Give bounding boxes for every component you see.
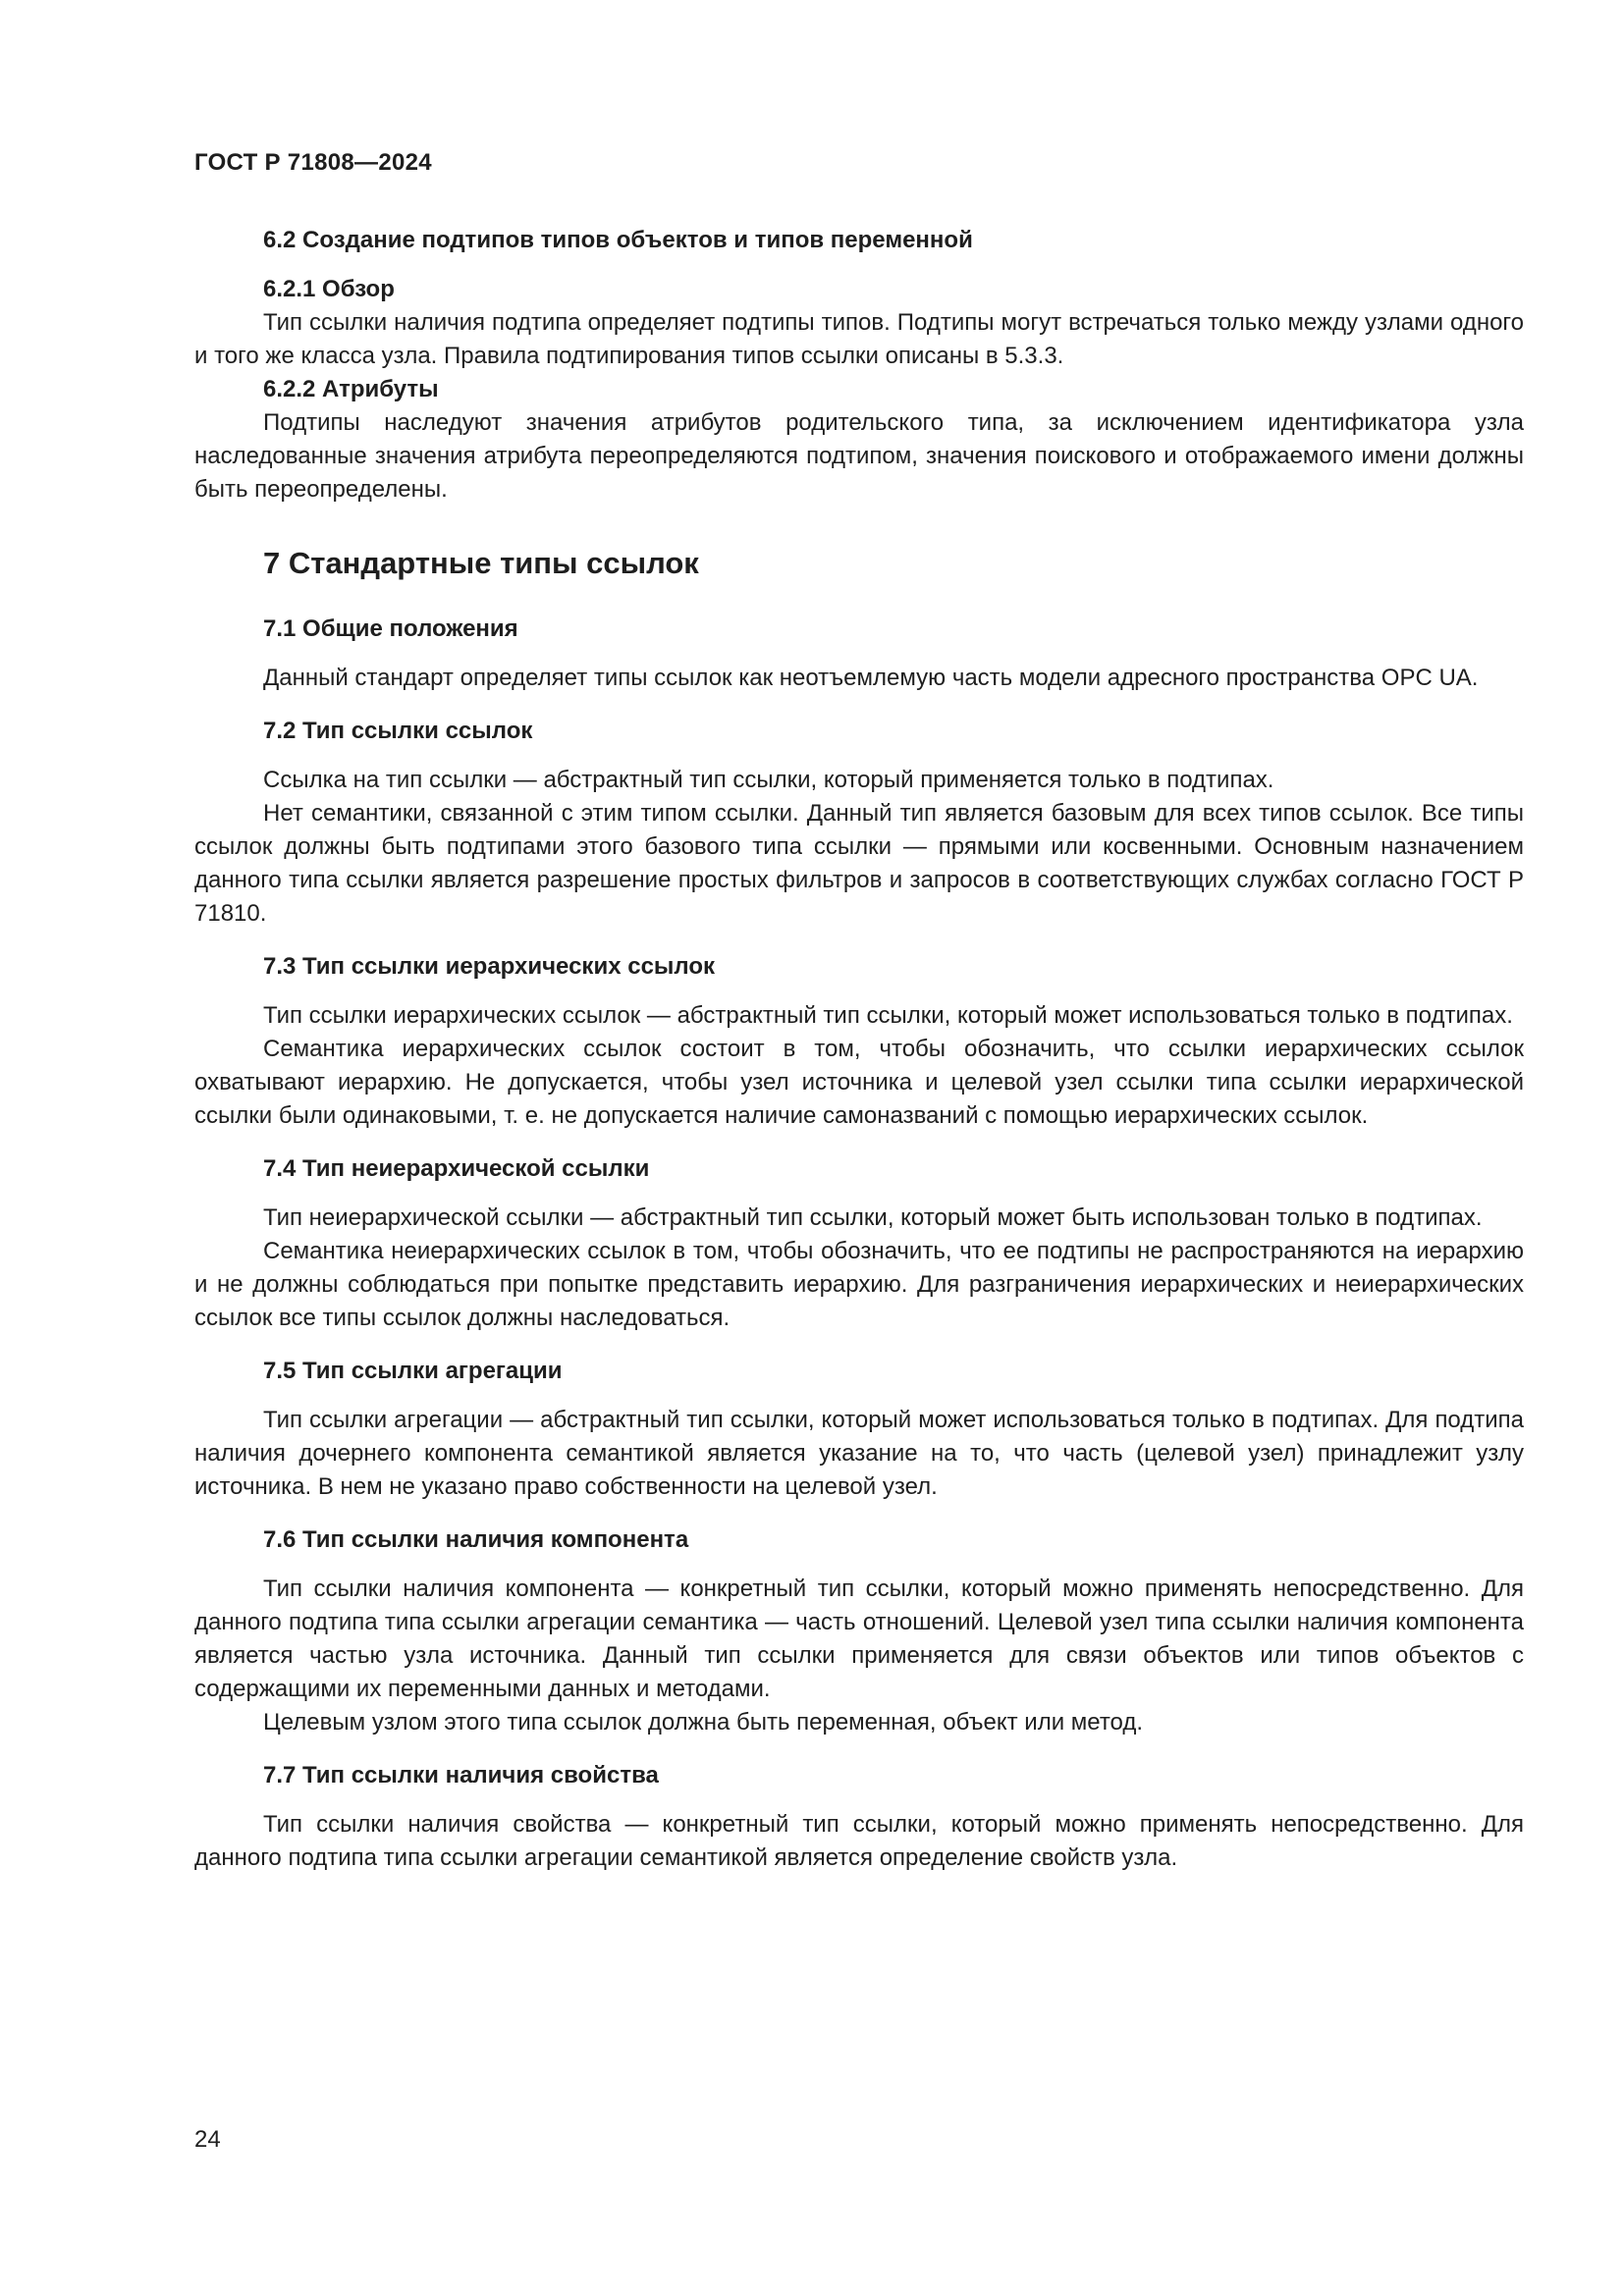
section-7-3-paragraph-2: Семантика иерархических ссылок состоит в том, чтобы обозначить, что ссылки иерархических ссылок охватывают иерархию. Не допускается, чтобы узел источника и целевой узел ссылки типа ссылки иерархической ссылки были одинаковыми, т. е. не допускается наличие самоназваний с помощью иерархических ссылок. (194, 1036, 1524, 1129)
page-number: 24 (194, 2126, 221, 2153)
section-7-1-paragraph-1: Данный стандарт определяет типы ссылок как неотъемлемую часть модели адресного пространства OPC UA. (263, 665, 1479, 691)
section-6-2-1-paragraph-1: Тип ссылки наличия подтипа определяет подтипы типов. Подтипы могут встречаться только между узлами одного и того же класса узла. Правила подтипирования типов ссылки описаны в 5.3.3. (194, 309, 1524, 369)
section-6-2-2-title: 6.2.2 Атрибуты (263, 376, 439, 402)
section-7-6-paragraph-1: Тип ссылки наличия компонента — конкретный тип ссылки, который можно применять непосредственно. Для данного подтипа типа ссылки агрегации семантика — часть отношений. Целевой узел типа ссылки наличия компонента является частью узла источника. Данный тип ссылки применяется для связи объектов или типов объектов с содержащими их переменными данных и методами. (194, 1575, 1524, 1702)
section-7-4-title: 7.4 Тип неиерархической ссылки (263, 1155, 650, 1182)
section-7-3-paragraph-1: Тип ссылки иерархических ссылок — абстрактный тип ссылки, который может использоваться только в подтипах. (263, 1002, 1513, 1029)
document-body (194, 224, 1524, 1875)
section-7-1-title: 7.1 Общие положения (263, 615, 518, 642)
section-7-4-paragraph-1: Тип неиерархической ссылки — абстрактный тип ссылки, который может быть использован только в подтипах. (263, 1204, 1483, 1231)
section-7-4-paragraph-2: Семантика неиерархических ссылок в том, чтобы обозначить, что ее подтипы не распространяются на иерархию и не должны соблюдаться при попытке представить иерархию. Для разграничения иерархических и неиерархических ссылок все типы ссылок должны наследоваться. (194, 1238, 1524, 1331)
section-6-2-title: 6.2 Создание подтипов типов объектов и типов переменной (263, 227, 973, 253)
section-7-title: 7 Стандартные типы ссылок (263, 546, 699, 580)
section-6-2-2-paragraph-1: Подтипы наследуют значения атрибутов родительского типа, за исключением идентификатора узла наследованные значения атрибута переопределяются подтипом, значения поискового и отображаемого имени должны быть переопределены. (194, 409, 1524, 503)
section-7-5-paragraph-1: Тип ссылки агрегации — абстрактный тип ссылки, который может использоваться только в подтипах. Для подтипа наличия дочернего компонента семантикой является указание на то, что часть (целевой узел) принадлежит узлу источника. В нем не указано право собственности на целевой узел. (194, 1407, 1524, 1500)
section-6-2-1-title: 6.2.1 Обзор (263, 276, 395, 302)
section-7-6-title: 7.6 Тип ссылки наличия компонента (263, 1526, 689, 1553)
document-header: ГОСТ Р 71808—2024 (194, 149, 432, 176)
section-7-3-title: 7.3 Тип ссылки иерархических ссылок (263, 953, 716, 980)
section-7-6-paragraph-2: Целевым узлом этого типа ссылок должна быть переменная, объект или метод. (263, 1709, 1144, 1735)
section-7-2-paragraph-1: Ссылка на тип ссылки — абстрактный тип ссылки, который применяется только в подтипах. (263, 767, 1274, 793)
section-7-7-paragraph-1: Тип ссылки наличия свойства — конкретный тип ссылки, который можно применять непосредственно. Для данного подтипа типа ссылки агрегации семантикой является определение свойств узла. (194, 1811, 1524, 1871)
section-7-2-title: 7.2 Тип ссылки ссылок (263, 718, 533, 744)
section-7-5-title: 7.5 Тип ссылки агрегации (263, 1358, 563, 1384)
section-7-7-title: 7.7 Тип ссылки наличия свойства (263, 1762, 659, 1789)
section-7-2-paragraph-2: Нет семантики, связанной с этим типом ссылки. Данный тип является базовым для всех типов ссылок. Все типы ссылок должны быть подтипами этого базового типа ссылки — прямыми или косвенными. Основным назначением данного типа ссылки является разрешение простых фильтров и запросов в соответствующих службах согласно ГОСТ Р 71810. (194, 800, 1524, 927)
